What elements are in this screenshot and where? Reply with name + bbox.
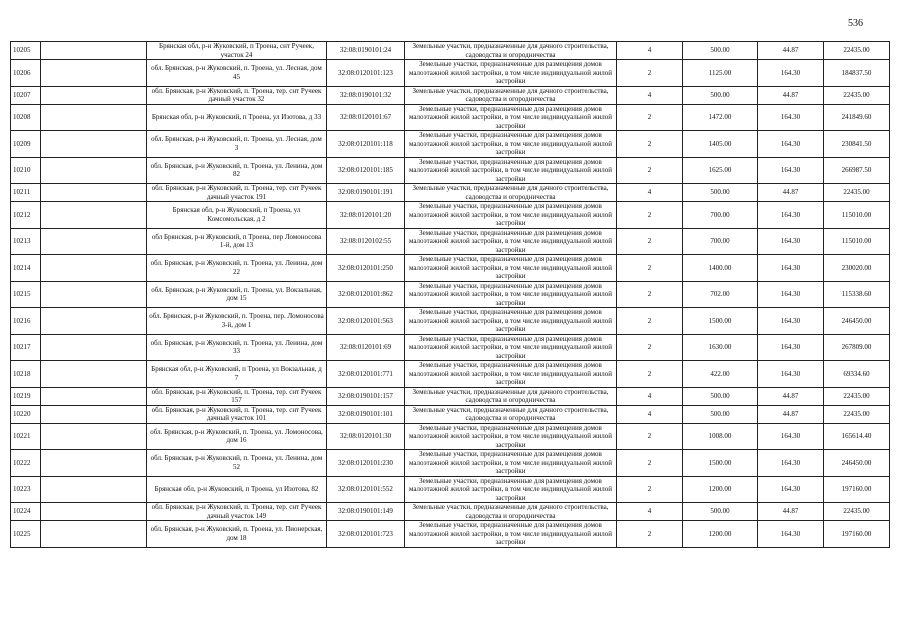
table-row [11,503,890,521]
land-use-cell: Земельные участки, предназначенные для размещения домов малоэтажной жилой застройки, в том числе индивидуальной жилой застройки [405,255,617,282]
cadastral-number-cell: 32:08:0120101:552 [327,476,405,503]
spacer-cell [41,423,147,450]
record-number: 10205 [11,42,41,60]
table-row [11,476,890,503]
table-row [11,308,890,335]
table-row [11,450,890,477]
cadastral-value-cell: 246450.00 [824,308,890,335]
land-use-cell: Земельные участки, предназначенные для размещения домов малоэтажной жилой застройки, в том числе индивидуальной жилой застройки [405,361,617,388]
record-number: 10213 [11,228,41,255]
cadastral-value-cell: 22435.00 [824,387,890,405]
cadastral-number-cell: 32:08:0120101:185 [327,157,405,184]
cadastral-value-cell: 230020.00 [824,255,890,282]
cadastral-number-cell: 32:08:0120101:123 [327,60,405,87]
rate-cell: 164.30 [758,157,824,184]
category-cell: 4 [617,86,683,104]
table-row [11,334,890,361]
page-number: 536 [848,18,863,29]
rate-cell: 164.30 [758,450,824,477]
table-row [11,104,890,131]
cadastral-number-cell: 32:08:0190101:191 [327,184,405,202]
cadastral-value-cell: 22435.00 [824,86,890,104]
rate-cell: 164.30 [758,281,824,308]
record-number: 10220 [11,405,41,423]
land-use-cell: Земельные участки, предназначенные для размещения домов малоэтажной жилой застройки, в том числе индивидуальной жилой застройки [405,450,617,477]
table-row [11,228,890,255]
area-cell: 1200.00 [683,521,758,548]
address-cell: обл. Брянская, р-н Жуковский, п. Троена, ул. Лесная, дом 3 [147,131,327,158]
category-cell: 2 [617,202,683,229]
rate-cell: 164.30 [758,131,824,158]
spacer-cell [41,476,147,503]
land-use-cell: Земельные участки, предназначенные для размещения домов малоэтажной жилой застройки, в том числе индивидуальной жилой застройки [405,228,617,255]
address-cell: обл. Брянская, р-н Жуковский, п. Троена, тер. снт Ручеек дачный участок 101 [147,405,327,423]
record-number: 10222 [11,450,41,477]
area-cell: 500.00 [683,42,758,60]
record-number: 10215 [11,281,41,308]
area-cell: 500.00 [683,86,758,104]
address-cell: обл. Брянская, р-н Жуковский, п. Троена, ул. Ломоносова, дом 16 [147,423,327,450]
address-cell: обл. Брянская, р-н Жуковский, п. Троена, тер. снт Ручеек дачный участок 149 [147,503,327,521]
spacer-cell [41,361,147,388]
cadastral-value-cell: 69334.60 [824,361,890,388]
table-row [11,86,890,104]
spacer-cell [41,308,147,335]
address-cell: обл. Брянская, р-н Жуковский, п. Троена, тер. снт Ручеек дачный участок 32 [147,86,327,104]
cadastral-number-cell: 32:08:0120101:230 [327,450,405,477]
area-cell: 1625.00 [683,157,758,184]
cadastral-value-cell: 22435.00 [824,405,890,423]
table-row [11,405,890,423]
cadastral-number-cell: 32:08:0190101:157 [327,387,405,405]
address-cell: обл Брянская, р-н Жуковский, п Троена, пер Ломоносова 1-й, дом 13 [147,228,327,255]
category-cell: 2 [617,521,683,548]
record-number: 10209 [11,131,41,158]
table-row [11,361,890,388]
area-cell: 422.00 [683,361,758,388]
cadastral-value-cell: 230841.50 [824,131,890,158]
record-number: 10218 [11,361,41,388]
address-cell: Брянская обл, р-н Жуковский, п Троена, снт Ручеек, участок 24 [147,42,327,60]
rate-cell: 164.30 [758,361,824,388]
cadastral-number-cell: 32:08:0120101:862 [327,281,405,308]
table-row [11,42,890,60]
record-number: 10214 [11,255,41,282]
area-cell: 1472.00 [683,104,758,131]
area-cell: 500.00 [683,387,758,405]
rate-cell: 164.30 [758,255,824,282]
area-cell: 700.00 [683,202,758,229]
record-number: 10212 [11,202,41,229]
cadastral-number-cell: 32:08:0120101:723 [327,521,405,548]
cadastral-value-cell: 241849.60 [824,104,890,131]
category-cell: 4 [617,42,683,60]
category-cell: 2 [617,281,683,308]
spacer-cell [41,131,147,158]
spacer-cell [41,86,147,104]
land-use-cell: Земельные участки, предназначенные для размещения домов малоэтажной жилой застройки, в том числе индивидуальной жилой застройки [405,476,617,503]
cadastral-value-cell: 115338.60 [824,281,890,308]
record-number: 10207 [11,86,41,104]
address-cell: Брянская обл, р-н Жуковский, п Троена, ул Изотова, 82 [147,476,327,503]
category-cell: 2 [617,255,683,282]
rate-cell: 164.30 [758,423,824,450]
table-row [11,423,890,450]
land-use-cell: Земельные участки, предназначенные для дачного строительства, садоводства и огородничества [405,86,617,104]
cadastral-value-cell: 22435.00 [824,503,890,521]
land-use-cell: Земельные участки, предназначенные для размещения домов малоэтажной жилой застройки, в том числе индивидуальной жилой застройки [405,157,617,184]
rate-cell: 44.87 [758,86,824,104]
record-number: 10211 [11,184,41,202]
land-use-cell: Земельные участки, предназначенные для размещения домов малоэтажной жилой застройки, в том числе индивидуальной жилой застройки [405,281,617,308]
land-use-cell: Земельные участки, предназначенные для размещения домов малоэтажной жилой застройки, в том числе индивидуальной жилой застройки [405,521,617,548]
spacer-cell [41,184,147,202]
rate-cell: 44.87 [758,184,824,202]
cadastral-value-cell: 184837.50 [824,60,890,87]
cadastral-number-cell: 32:08:0190101:149 [327,503,405,521]
area-cell: 500.00 [683,184,758,202]
category-cell: 2 [617,104,683,131]
spacer-cell [41,202,147,229]
address-cell: обл. Брянская, р-н Жуковский, п. Троена, ул. Ленина, дом 33 [147,334,327,361]
spacer-cell [41,450,147,477]
rate-cell: 164.30 [758,334,824,361]
category-cell: 2 [617,131,683,158]
category-cell: 4 [617,387,683,405]
area-cell: 500.00 [683,405,758,423]
area-cell: 1405.00 [683,131,758,158]
area-cell: 1125.00 [683,60,758,87]
land-use-cell: Земельные участки, предназначенные для размещения домов малоэтажной жилой застройки, в том числе индивидуальной жилой застройки [405,131,617,158]
category-cell: 2 [617,476,683,503]
table-row [11,131,890,158]
record-number: 10223 [11,476,41,503]
spacer-cell [41,521,147,548]
cadastral-number-cell: 32:08:0120101:118 [327,131,405,158]
cadastral-number-cell: 32:08:0120101:20 [327,202,405,229]
category-cell: 2 [617,423,683,450]
category-cell: 4 [617,503,683,521]
area-cell: 1200.00 [683,476,758,503]
cadastral-value-cell: 115010.00 [824,202,890,229]
record-number: 10217 [11,334,41,361]
cadastral-value-cell: 197160.00 [824,476,890,503]
land-use-cell: Земельные участки, предназначенные для дачного строительства, садоводства и огородничества [405,387,617,405]
area-cell: 700.00 [683,228,758,255]
record-number: 10210 [11,157,41,184]
address-cell: обл. Брянская, р-н Жуковский, п. Троена, ул. Вокзальная, дом 15 [147,281,327,308]
address-cell: обл. Брянская, р-н Жуковский, п. Троена, ул. Ленина, дом 52 [147,450,327,477]
table-row [11,387,890,405]
rate-cell: 44.87 [758,503,824,521]
table-row [11,202,890,229]
category-cell: 2 [617,450,683,477]
address-cell: обл. Брянская, р-н Жуковский, п. Троена, тер. снт Ручеек 157 [147,387,327,405]
land-use-cell: Земельные участки, предназначенные для размещения домов малоэтажной жилой застройки, в том числе индивидуальной жилой застройки [405,60,617,87]
cadastral-number-cell: 32:08:0190101:101 [327,405,405,423]
cadastral-number-cell: 32:08:0190101:32 [327,86,405,104]
rate-cell: 164.30 [758,476,824,503]
spacer-cell [41,104,147,131]
rate-cell: 44.87 [758,405,824,423]
category-cell: 2 [617,308,683,335]
address-cell: обл. Брянская, р-н Жуковский, п. Троена, тер. снт Ручеек дачный участок 191 [147,184,327,202]
record-number: 10216 [11,308,41,335]
cadastral-number-cell: 32:08:0120101:563 [327,308,405,335]
rate-cell: 164.30 [758,60,824,87]
table-row [11,281,890,308]
category-cell: 2 [617,157,683,184]
rate-cell: 164.30 [758,228,824,255]
address-cell: обл. Брянская, р-н Жуковский, п. Троена, ул. Пионерская, дом 18 [147,521,327,548]
category-cell: 4 [617,184,683,202]
land-use-cell: Земельные участки, предназначенные для размещения домов малоэтажной жилой застройки, в том числе индивидуальной жилой застройки [405,202,617,229]
cadastral-number-cell: 32:08:0120101:67 [327,104,405,131]
category-cell: 2 [617,60,683,87]
rate-cell: 164.30 [758,521,824,548]
category-cell: 2 [617,361,683,388]
record-number: 10206 [11,60,41,87]
cadastral-number-cell: 32:08:0190101:24 [327,42,405,60]
record-number: 10225 [11,521,41,548]
land-use-cell: Земельные участки, предназначенные для дачного строительства, садоводства и огородничества [405,405,617,423]
rate-cell: 164.30 [758,104,824,131]
spacer-cell [41,157,147,184]
record-number: 10208 [11,104,41,131]
cadastral-number-cell: 32:08:0120102:55 [327,228,405,255]
cadastral-value-cell: 165614.40 [824,423,890,450]
address-cell: обл. Брянская, р-н Жуковский, п. Троена, пер. Ломоносова 3-й, дом 1 [147,308,327,335]
cadastral-number-cell: 32:08:0120101:250 [327,255,405,282]
rate-cell: 164.30 [758,308,824,335]
address-cell: обл. Брянская, р-н Жуковский, п. Троена, ул. Ленина, дом 22 [147,255,327,282]
table-row [11,184,890,202]
cadastral-value-cell: 22435.00 [824,184,890,202]
area-cell: 1500.00 [683,308,758,335]
cadastral-value-cell: 266987.50 [824,157,890,184]
address-cell: обл. Брянская, р-н Жуковский, п. Троена, ул. Лесная, дом 45 [147,60,327,87]
rate-cell: 44.87 [758,387,824,405]
area-cell: 702.00 [683,281,758,308]
rate-cell: 44.87 [758,42,824,60]
spacer-cell [41,281,147,308]
area-cell: 1008.00 [683,423,758,450]
record-number: 10221 [11,423,41,450]
category-cell: 2 [617,334,683,361]
cadastral-value-cell: 197160.00 [824,521,890,548]
cadastral-number-cell: 32:08:0120101:771 [327,361,405,388]
spacer-cell [41,255,147,282]
land-use-cell: Земельные участки, предназначенные для размещения домов малоэтажной жилой застройки, в том числе индивидуальной жилой застройки [405,423,617,450]
record-number: 10219 [11,387,41,405]
cadastral-value-cell: 267809.00 [824,334,890,361]
address-cell: обл. Брянская, р-н Жуковский, п. Троена, ул. Ленина, дом 82 [147,157,327,184]
address-cell: Брянская обл, р-н Жуковский, п Троена, ул Изотова, д 33 [147,104,327,131]
cadastral-value-cell: 115010.00 [824,228,890,255]
address-cell: Брянская обл, р-н Жуковский, п Троена, ул Комсомольская, д 2 [147,202,327,229]
category-cell: 2 [617,228,683,255]
table-row [11,157,890,184]
spacer-cell [41,503,147,521]
area-cell: 1400.00 [683,255,758,282]
spacer-cell [41,405,147,423]
cadastral-number-cell: 32:08:0120101:30 [327,423,405,450]
cadastral-number-cell: 32:08:0120101:69 [327,334,405,361]
land-use-cell: Земельные участки, предназначенные для размещения домов малоэтажной жилой застройки, в том числе индивидуальной жилой застройки [405,308,617,335]
address-cell: Брянская обл, р-н Жуковский, п Троена, ул Вокзальная, д 7 [147,361,327,388]
rate-cell: 164.30 [758,202,824,229]
table-row [11,521,890,548]
area-cell: 500.00 [683,503,758,521]
record-number: 10224 [11,503,41,521]
table-body [11,42,890,548]
area-cell: 1500.00 [683,450,758,477]
land-use-cell: Земельные участки, предназначенные для дачного строительства, садоводства и огородничества [405,42,617,60]
spacer-cell [41,334,147,361]
spacer-cell [41,42,147,60]
land-use-cell: Земельные участки, предназначенные для дачного строительства, садоводства и огородничества [405,184,617,202]
table-row [11,60,890,87]
land-register-table [10,41,890,548]
land-use-cell: Земельные участки, предназначенные для дачного строительства, садоводства и огородничества [405,503,617,521]
category-cell: 4 [617,405,683,423]
land-use-cell: Земельные участки, предназначенные для размещения домов малоэтажной жилой застройки, в том числе индивидуальной жилой застройки [405,104,617,131]
spacer-cell [41,228,147,255]
cadastral-value-cell: 246450.00 [824,450,890,477]
table-row [11,255,890,282]
land-use-cell: Земельные участки, предназначенные для размещения домов малоэтажной жилой застройки, в том числе индивидуальной жилой застройки [405,334,617,361]
cadastral-value-cell: 22435.00 [824,42,890,60]
spacer-cell [41,387,147,405]
spacer-cell [41,60,147,87]
area-cell: 1630.00 [683,334,758,361]
